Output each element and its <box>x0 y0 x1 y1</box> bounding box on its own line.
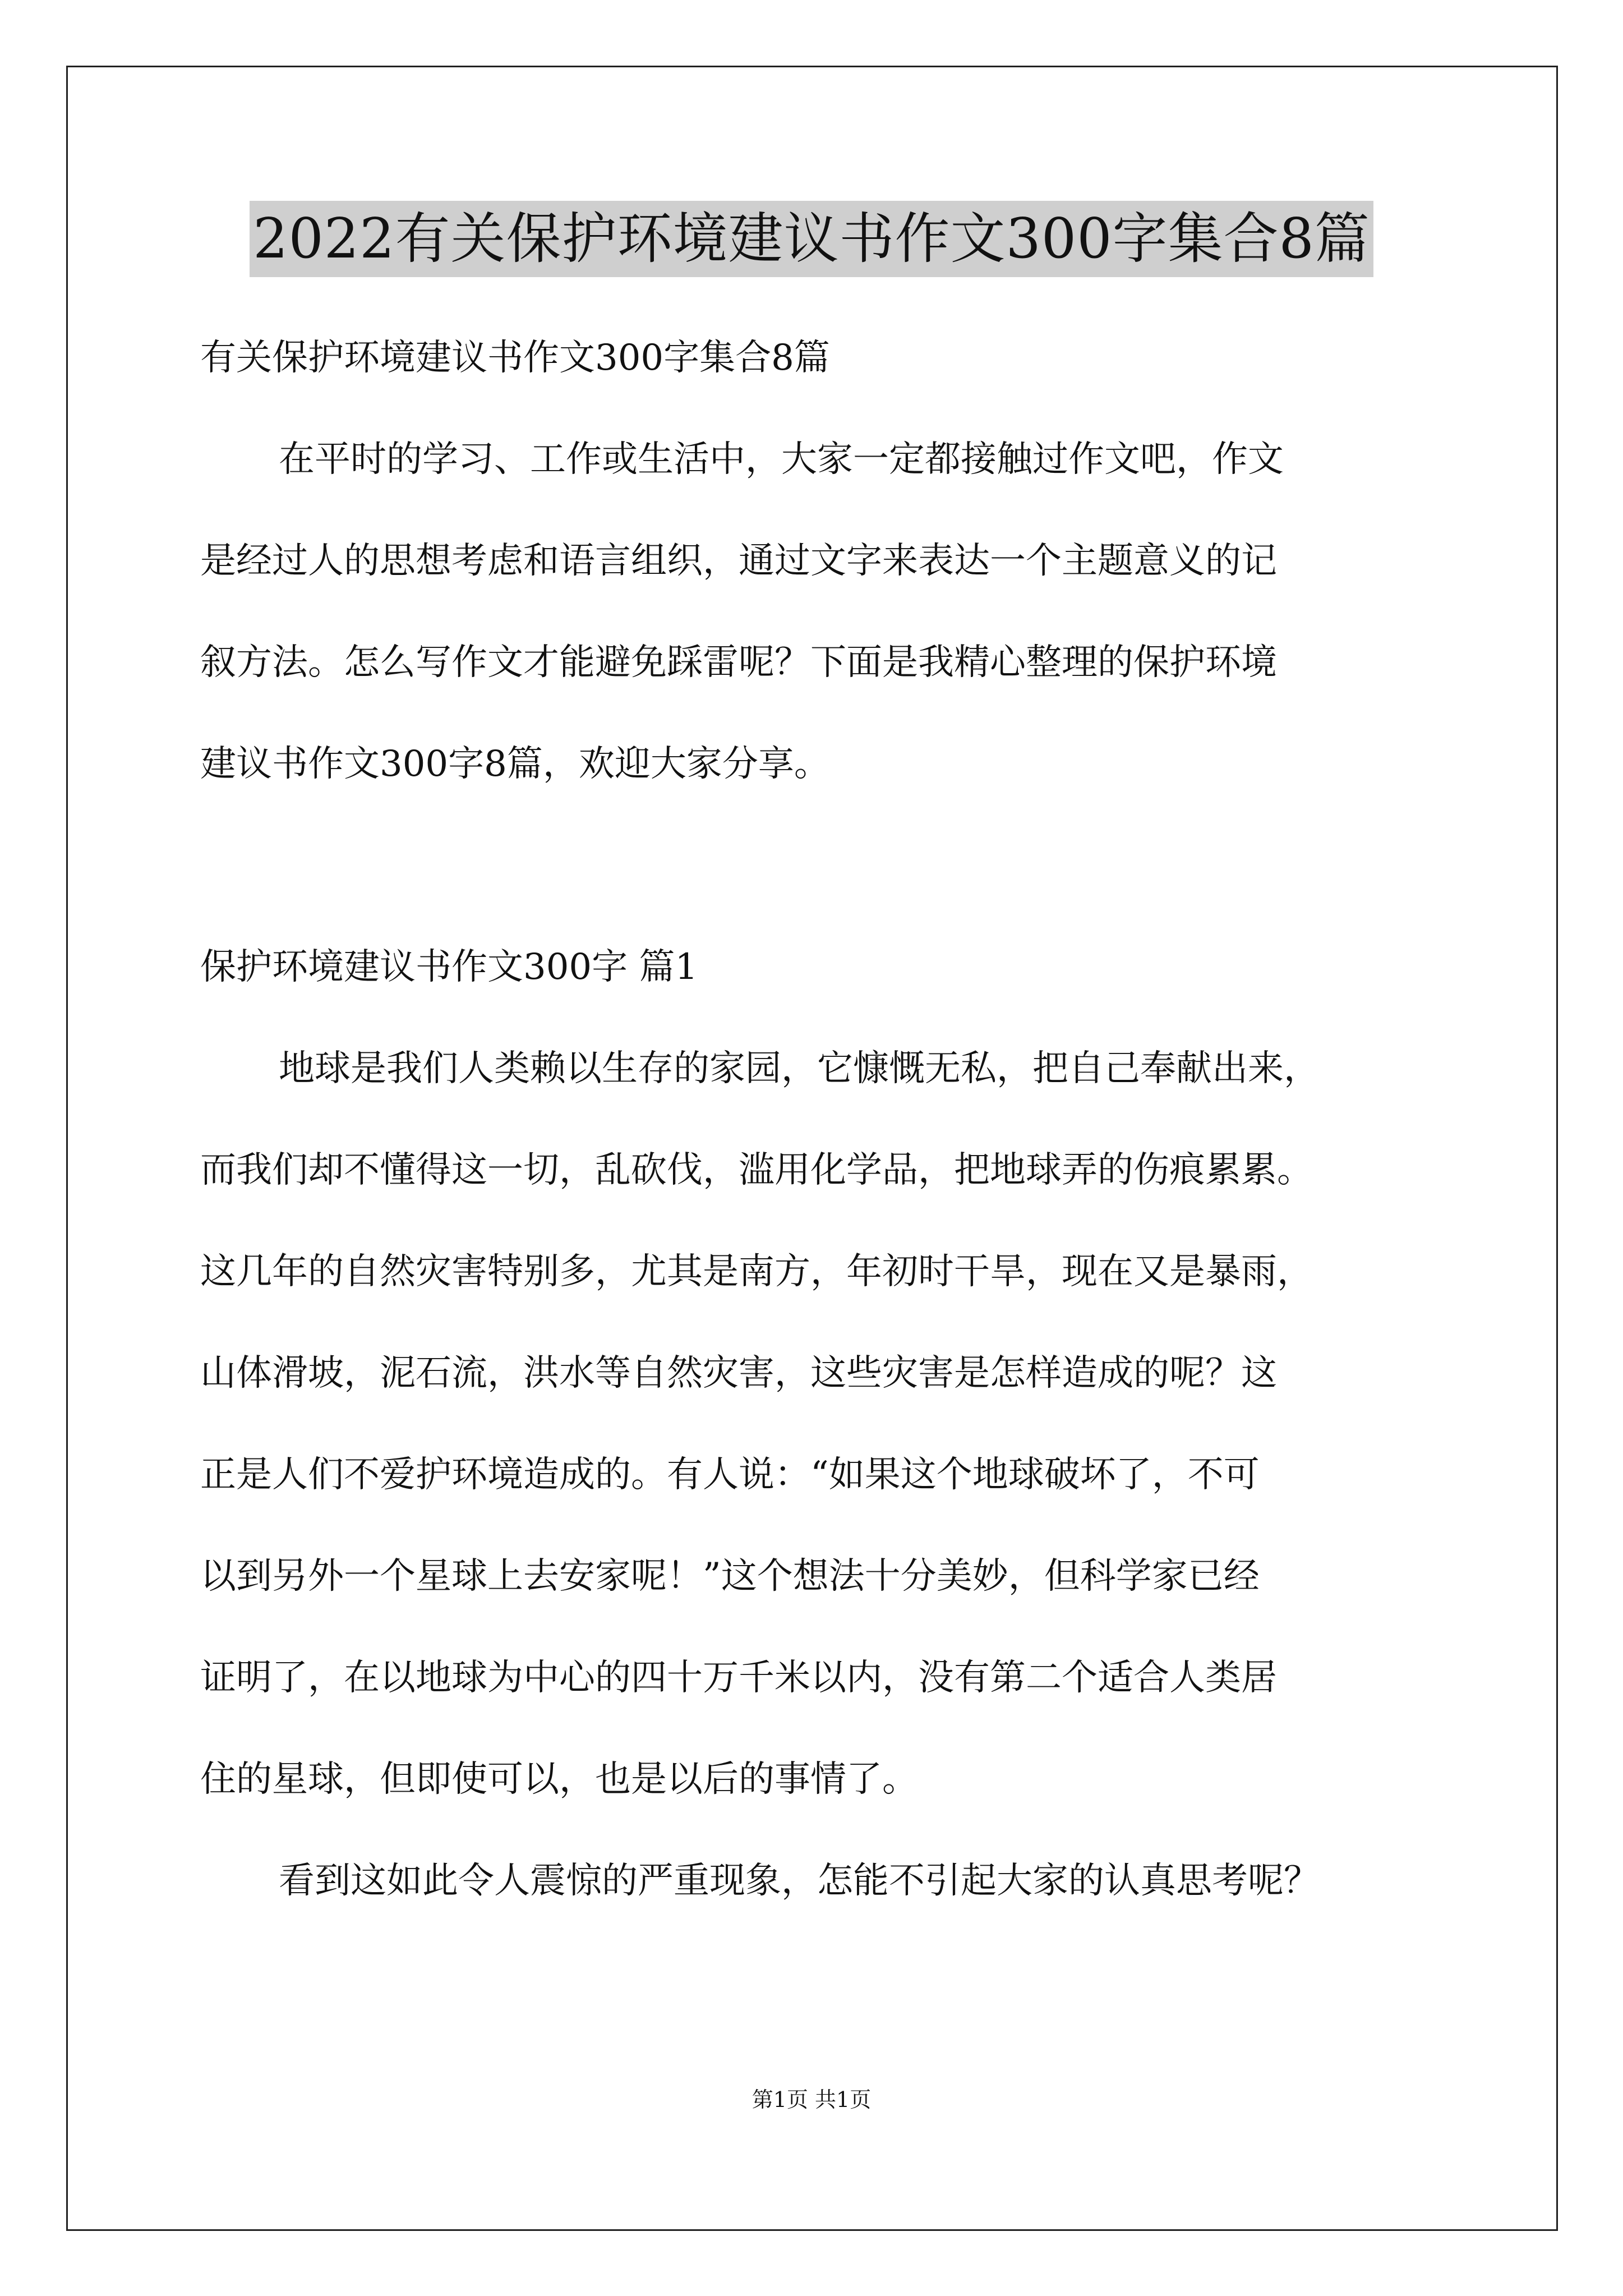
paragraph-line: 证明了，在以地球为中心的四十万千米以内，没有第二个适合人类居 <box>200 1657 1277 1699</box>
page-footer: 第1页 共1页 <box>751 2087 872 2112</box>
title-area <box>0 201 1623 277</box>
paragraph-line: 这几年的自然灾害特别多，尤其是南方，年初时干旱，现在又是暴雨， <box>200 1251 1313 1292</box>
paragraph-line: 看到这如此令人震惊的严重现象，怎能不引起大家的认真思考呢？ <box>279 1860 1320 1902</box>
subtitle: 有关保护环境建议书作文300字集合8篇 <box>200 337 830 379</box>
paragraph-line: 正是人们不爱护环境造成的。有人说：“如果这个地球破坏了，不可 <box>200 1454 1260 1496</box>
paragraph-line: 而我们却不懂得这一切，乱砍伐，滥用化学品，把地球弄的伤痕累累。 <box>200 1149 1313 1191</box>
intro-line: 建议书作文300字8篇，欢迎大家分享。 <box>200 743 830 785</box>
paragraph-line: 以到另外一个星球上去安家呢！”这个想法十分美妙，但科学家已经 <box>200 1556 1260 1597</box>
paragraph-line: 住的星球，但即使可以，也是以后的事情了。 <box>200 1759 918 1800</box>
paragraph-line: 地球是我们人类赖以生存的家园，它慷慨无私，把自己奉献出来， <box>279 1048 1320 1089</box>
spacer <box>200 815 1423 917</box>
intro-line: 在平时的学习、工作或生活中，大家一定都接触过作文吧，作文 <box>279 439 1284 480</box>
document-title: 2022有关保护环境建议书作文300字集合8篇 <box>250 201 1373 277</box>
section-heading: 保护环境建议书作文300字 篇1 <box>200 946 698 988</box>
document-body <box>200 307 1423 1932</box>
intro-line: 是经过人的思想考虑和语言组织，通过文字来表达一个主题意义的记 <box>200 540 1277 582</box>
intro-line: 叙方法。怎么写作文才能避免踩雷呢？下面是我精心整理的保护环境 <box>200 642 1277 683</box>
paragraph-line: 山体滑坡，泥石流，洪水等自然灾害，这些灾害是怎样造成的呢？这 <box>200 1352 1277 1394</box>
